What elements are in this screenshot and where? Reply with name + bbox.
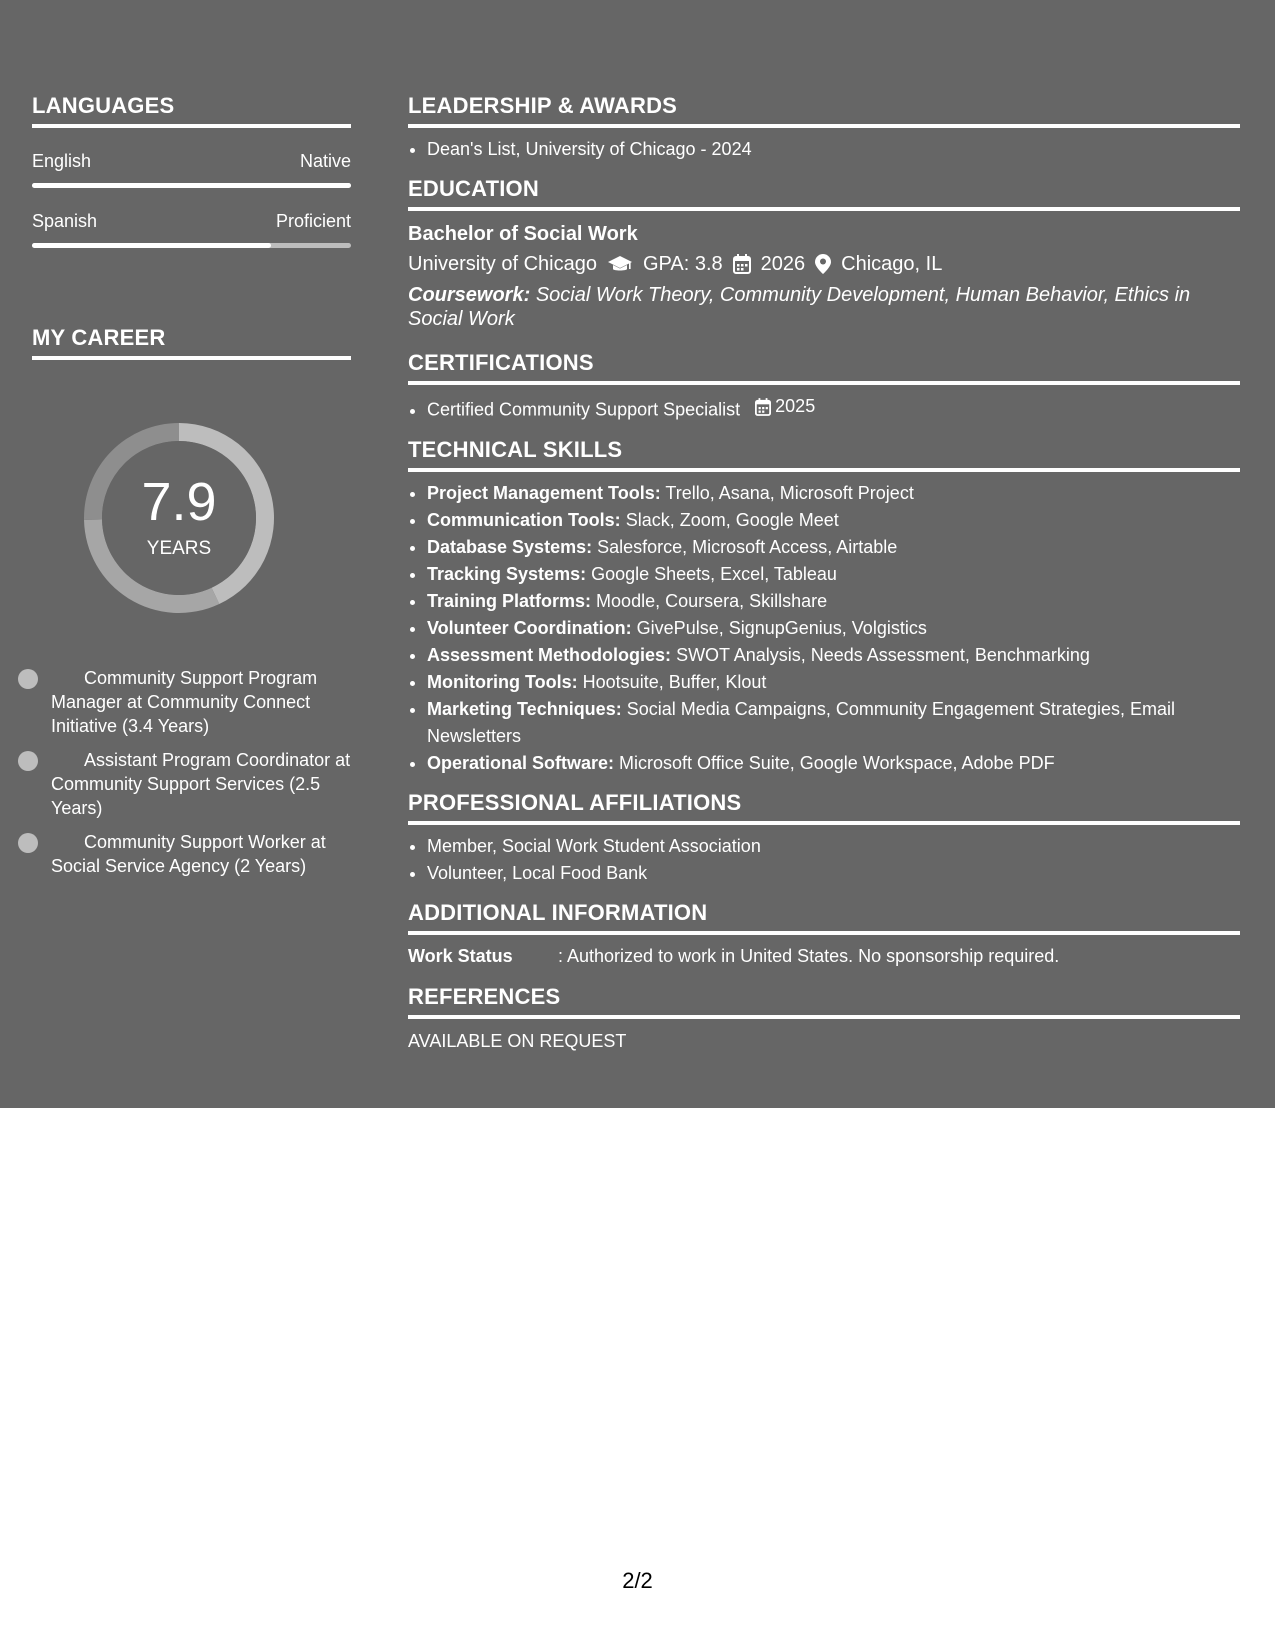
career-item	[51, 830, 351, 878]
leadership-item: • Dean's List, University of Chicago - 2024	[427, 136, 1240, 163]
education-location: Chicago, IL	[841, 253, 943, 275]
skill-value: Microsoft Office Suite, Google Workspace, Adobe PDF	[619, 752, 1055, 773]
skills-list	[408, 480, 1240, 777]
additional-title: ADDITIONAL INFORMATION	[408, 901, 1240, 935]
language-name: Spanish	[32, 211, 98, 231]
skill-label: Assessment Methodologies:	[427, 644, 672, 665]
skill-item	[427, 507, 1240, 534]
skill-value: Moodle, Coursera, Skillshare	[596, 590, 828, 611]
affiliations-title: PROFESSIONAL AFFILIATIONS	[408, 791, 1240, 825]
left-column	[32, 94, 351, 888]
skills-section	[408, 438, 1240, 777]
skill-value: SWOT Analysis, Needs Assessment, Benchmarking	[676, 644, 1090, 665]
education-coursework	[408, 283, 1240, 331]
work-status-label: Work Status	[408, 945, 513, 966]
additional-section	[408, 901, 1240, 967]
education-school: University of Chicago	[408, 253, 597, 275]
references-section	[408, 985, 1240, 1052]
skill-item	[427, 561, 1240, 588]
affiliations-section	[408, 791, 1240, 887]
certification-name: Certified Community Support Specialist	[427, 399, 741, 420]
skill-item	[427, 534, 1240, 561]
page-number: 2/2	[622, 1568, 653, 1593]
career-dot-icon	[18, 751, 38, 771]
skill-item	[427, 480, 1240, 507]
language-level: Proficient	[275, 211, 351, 231]
skill-value: Salesforce, Microsoft Access, Airtable	[597, 536, 898, 557]
skills-title: TECHNICAL SKILLS	[408, 438, 1240, 472]
calendar-icon	[733, 254, 751, 274]
career-total-unit: YEARS	[146, 538, 212, 559]
career-dot-icon	[18, 669, 38, 689]
career-item-text: Assistant Program Coordinator at Community Support Services (2.5 Years)	[51, 750, 351, 818]
right-column	[408, 94, 1240, 1052]
certifications-section	[408, 351, 1240, 424]
affiliation-item: • Volunteer, Local Food Bank	[427, 860, 1240, 887]
work-status-value: : Authorized to work in United States. No sponsorship required.	[558, 945, 1060, 966]
skill-value: GivePulse, SignupGenius, Volgistics	[636, 617, 927, 638]
leadership-title: LEADERSHIP & AWARDS	[408, 94, 1240, 128]
skill-item	[427, 750, 1240, 777]
career-item-text: Community Support Program Manager at Community Connect Initiative (3.4 Years)	[51, 668, 318, 736]
leadership-section	[408, 94, 1240, 163]
career-title: MY CAREER	[32, 326, 351, 360]
skill-item	[427, 642, 1240, 669]
language-bar-fill	[32, 243, 271, 248]
graduation-cap-icon	[607, 254, 633, 274]
skill-label: Database Systems:	[427, 536, 593, 557]
skill-label: Training Platforms:	[427, 590, 592, 611]
certification-year: 2025	[775, 396, 816, 416]
career-total-value: 7.9	[141, 472, 217, 532]
education-gpa: GPA: 3.8	[642, 253, 723, 275]
career-item-text: Community Support Worker at Social Service Agency (2 Years)	[51, 832, 326, 876]
skill-item	[427, 696, 1240, 750]
language-bar-fill	[32, 183, 351, 188]
references-text: AVAILABLE ON REQUEST	[408, 1030, 627, 1051]
skill-value: Trello, Asana, Microsoft Project	[665, 482, 914, 503]
career-dot-icon	[18, 833, 38, 853]
skill-label: Operational Software:	[427, 752, 615, 773]
skill-value: Social Media Campaigns, Community Engagement Strategies, Email Newsletters	[427, 698, 1175, 746]
languages-title: LANGUAGES	[32, 94, 351, 128]
coursework-label: Coursework:	[408, 284, 531, 306]
education-details	[408, 251, 1240, 277]
skill-label: Project Management Tools:	[427, 482, 661, 503]
affiliation-item: • Member, Social Work Student Association	[427, 833, 1240, 860]
education-section	[408, 177, 1240, 331]
career-item	[51, 748, 351, 820]
skill-label: Marketing Techniques:	[427, 698, 622, 719]
language-name: English	[32, 151, 92, 171]
skill-label: Monitoring Tools:	[427, 671, 578, 692]
skill-label: Communication Tools:	[427, 509, 621, 530]
language-item	[32, 151, 351, 188]
location-pin-icon	[815, 254, 831, 274]
skill-label: Volunteer Coordination:	[427, 617, 632, 638]
certification-item	[427, 393, 1240, 424]
references-title: REFERENCES	[408, 985, 1240, 1019]
skill-item	[427, 615, 1240, 642]
education-year: 2026	[760, 253, 806, 275]
skill-item	[427, 588, 1240, 615]
career-list	[32, 666, 351, 878]
career-donut	[64, 403, 294, 633]
coursework-text: Social Work Theory, Community Development, Human Behavior, Ethics in Social Work	[408, 284, 1191, 330]
language-item	[32, 211, 351, 248]
education-title: EDUCATION	[408, 177, 1240, 211]
calendar-icon	[755, 398, 771, 416]
skill-value: Hootsuite, Buffer, Klout	[582, 671, 767, 692]
skill-label: Tracking Systems:	[427, 563, 587, 584]
skill-value: Google Sheets, Excel, Tableau	[591, 563, 837, 584]
education-degree: Bachelor of Social Work	[408, 223, 638, 245]
certifications-title: CERTIFICATIONS	[408, 351, 1240, 385]
language-bar	[32, 183, 351, 188]
skill-value: Slack, Zoom, Google Meet	[625, 509, 839, 530]
skill-item	[427, 669, 1240, 696]
career-item	[51, 666, 351, 738]
language-bar	[32, 243, 351, 248]
language-level: Native	[299, 151, 351, 171]
